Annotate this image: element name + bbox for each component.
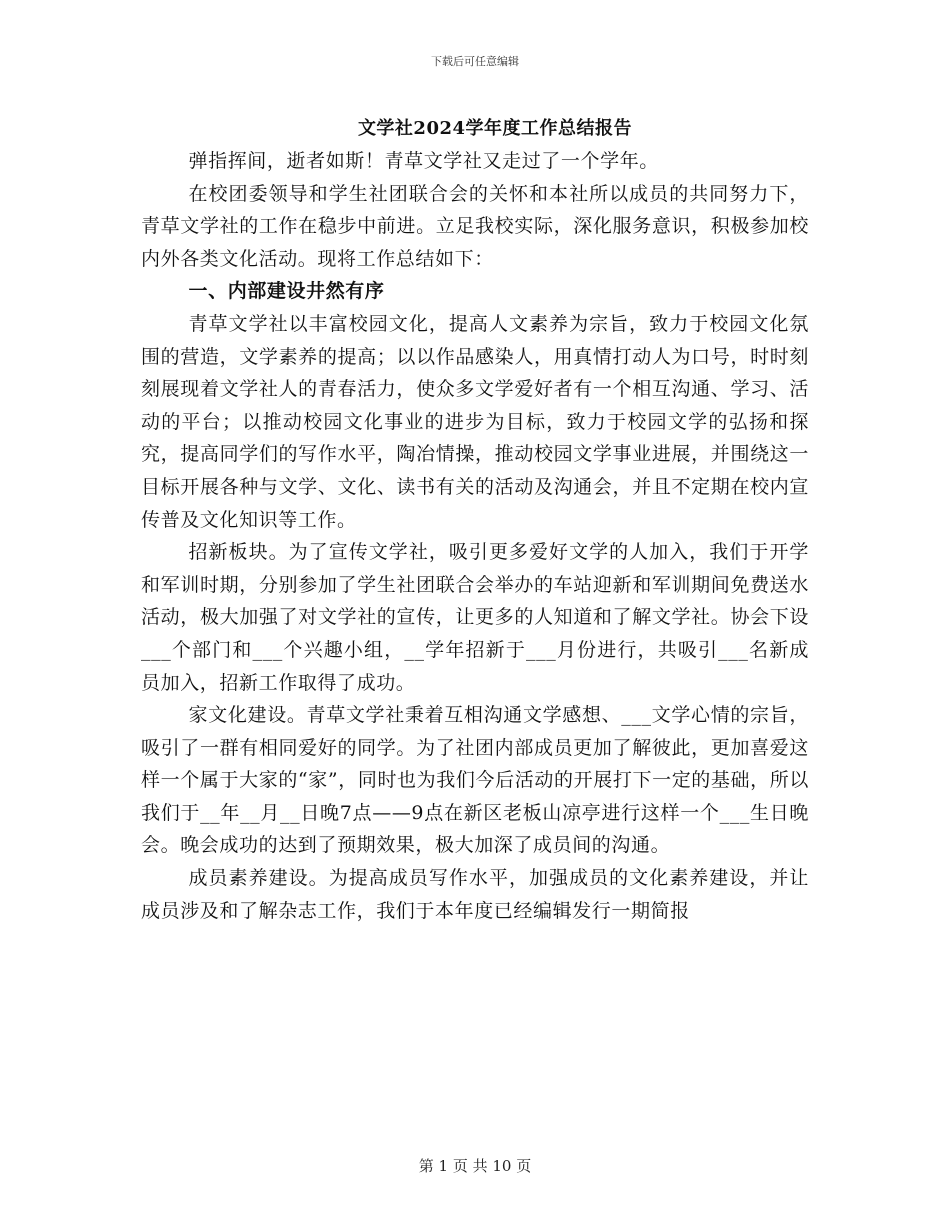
header-note: 下载后可任意编辑 — [431, 55, 519, 68]
page-number-footer: 第 1 页 共 10 页 — [418, 1157, 532, 1175]
paragraph-intro: 弹指挥间，逝者如斯！青草文学社又走过了一个学年。 — [188, 150, 659, 172]
paragraph-purpose: 青草文学社以丰富校园文化，提高人文素养为宗旨，致力于校园文化氛围的营造，文学素养的提高；以以作品感染人，用真情打动人为口号，时时刻刻展现着文学社人的青春活力，使众多文学爱好者有一个相互沟通、学习、活动的平台；以推动校园文化事业的进步为目标，致力于校园文学的弘扬和探究，提高同学们的写作水平，陶冶情操，推动校园文学事业进展，并围绕这一目标开展各种与文学、文化、读书有关的活动及沟通会，并且不定期在校内宣传普及文化知识等工作。 — [141, 312, 809, 531]
document-body — [141, 145, 809, 927]
paragraph-overview: 在校团委领导和学生社团联合会的关怀和本社所以成员的共同努力下，青草文学社的工作在稳步中前进。立足我校实际，深化服务意识，积极参加校内外各类文化活动。现将工作总结如下： — [141, 182, 809, 270]
document-title: 文学社2024学年度工作总结报告 — [357, 118, 633, 139]
paragraph-recruitment: 招新板块。为了宣传文学社，吸引更多爱好文学的人加入，我们于开学和军训时期，分别参加了学生社团联合会举办的车站迎新和军训期间免费送水活动，极大加强了对文学社的宣传，让更多的人知道和了解文学社。协会下设___个部门和___个兴趣小组，__学年招新于___月份进行，共吸引___名新成员加入，招新工作取得了成功。 — [141, 541, 809, 694]
paragraph-member-development: 成员素养建设。为提高成员写作水平，加强成员的文化素养建设，并让成员涉及和了解杂志工作，我们于本年度已经编辑发行一期简报 — [141, 867, 809, 922]
section-heading: 一、内部建设井然有序 — [188, 280, 385, 303]
paragraph-family-culture: 家文化建设。青草文学社秉着互相沟通文学感想、___文学心情的宗旨，吸引了一群有相同爱好的同学。为了社团内部成员更加了解彼此，更加喜爱这样一个属于大家的“家”，同时也为我们今后活动的开展打下一定的基础，所以我们于__年__月__日晚7点——9点在新区老板山凉亭进行这样一个___生日晚会。晚会成功的达到了预期效果，极大加深了成员间的沟通。 — [141, 704, 809, 857]
